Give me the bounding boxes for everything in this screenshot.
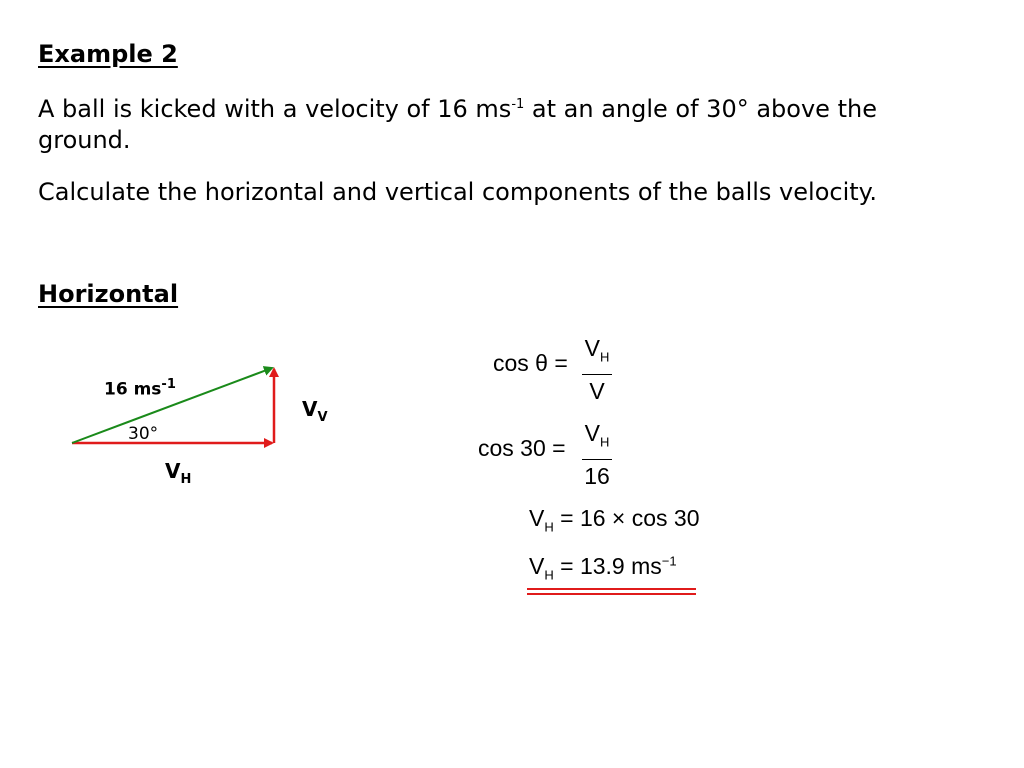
- resultant-label-sup: -1: [161, 377, 176, 392]
- equation-2-fraction: [582, 419, 612, 490]
- resultant-label-text: 16 ms: [104, 379, 162, 400]
- equation-2-numerator: [582, 419, 612, 457]
- equation-4-main: V: [529, 553, 545, 579]
- equation-3-sub: H: [544, 519, 554, 535]
- equation-1-num-main: V: [584, 335, 600, 361]
- equation-1-num-sub: H: [599, 349, 610, 365]
- equation-3-rhs: = 16 × cos 30: [553, 505, 700, 531]
- equation-3-main: V: [529, 505, 545, 531]
- equation-2-num-main: V: [584, 420, 600, 446]
- horizontal-component-label: [165, 459, 191, 487]
- vertical-component-label: [302, 397, 328, 425]
- example-title: Example 2: [38, 40, 178, 68]
- horizontal-label-main: V: [165, 459, 181, 483]
- horizontal-label-sub: H: [180, 472, 192, 487]
- equation-1-denominator: V: [589, 377, 605, 404]
- problem-question: Calculate the horizontal and vertical components of the balls velocity.: [38, 178, 878, 206]
- problem-line1-text-a: A ball is kicked with a velocity of 16 ms: [38, 95, 512, 123]
- equation-2-num-sub: H: [599, 434, 610, 450]
- equation-1-left: cos θ =: [493, 350, 568, 376]
- resultant-label: [104, 377, 176, 400]
- equation-4-sub: H: [544, 567, 554, 583]
- equation-3: [529, 505, 700, 535]
- problem-line1-text-b: at an angle of 30° above the: [524, 95, 877, 123]
- vertical-label-main: V: [302, 397, 318, 421]
- problem-statement-line2: ground.: [38, 126, 131, 154]
- equation-2-left: cos 30 =: [478, 435, 566, 461]
- equation-2-fraction-bar: [582, 459, 612, 460]
- equation-1-fraction: [582, 334, 612, 405]
- equation-1-fraction-bar: [582, 374, 612, 375]
- equation-2-denominator: 16: [584, 462, 610, 489]
- equation-4-sup: −1: [661, 553, 677, 569]
- vertical-label-sub: V: [317, 410, 328, 425]
- equation-4-answer: [529, 553, 677, 583]
- angle-label: 30°: [128, 424, 159, 444]
- equation-1-numerator: [582, 334, 612, 372]
- equation-4-rhs: = 13.9 ms: [553, 553, 662, 579]
- section-title-horizontal: Horizontal: [38, 280, 179, 308]
- problem-line1-sup: -1: [511, 97, 525, 112]
